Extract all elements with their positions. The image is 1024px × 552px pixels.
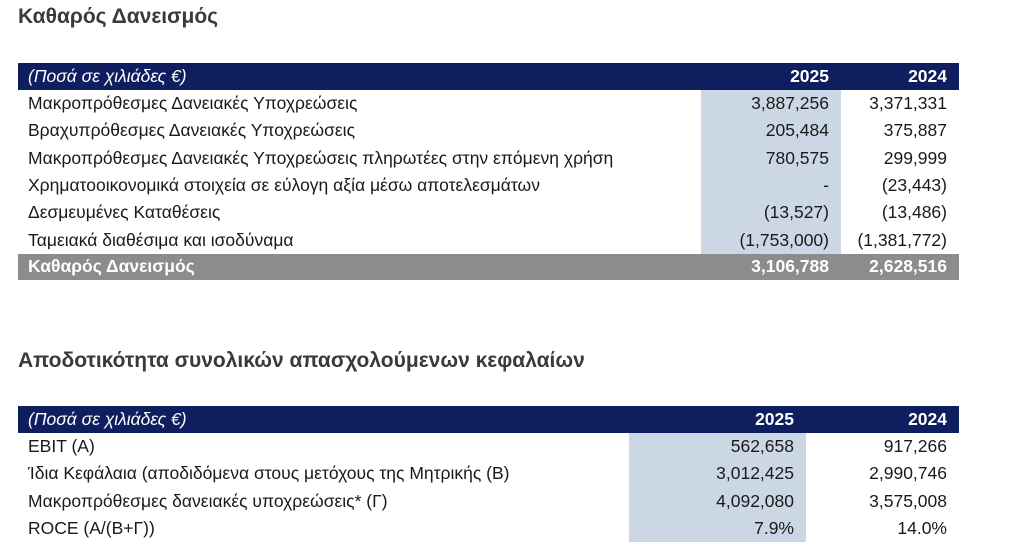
amounts-note: (Ποσά σε χιλιάδες €) (18, 63, 701, 90)
value-2025: 3,012,425 (629, 460, 806, 487)
roce-title: Αποδοτικότητα συνολικών απασχολούμενων κεφαλαίων (18, 349, 585, 372)
value-2024: 2,990,746 (869, 463, 947, 484)
year-2025-header: 2025 (629, 406, 806, 433)
total-2025: 3,106,788 (701, 254, 841, 280)
total-2024: 2,628,516 (841, 254, 959, 280)
table-row (18, 460, 959, 487)
row-label: Δεσμευμένες Καταθέσεις (28, 202, 221, 223)
row-label: Μακροπρόθεσμες Δανειακές Υποχρεώσεις (28, 93, 358, 114)
row-label: EBIT (A) (28, 436, 95, 457)
table-row (18, 172, 959, 199)
net-debt-total-row (18, 254, 959, 280)
value-2024: 3,371,331 (869, 93, 947, 114)
roce-table (18, 406, 959, 542)
table-row (18, 117, 959, 144)
value-2024: 3,575,008 (869, 490, 947, 511)
net-debt-header-row (18, 63, 959, 90)
value-2025: 562,658 (629, 433, 806, 460)
value-2024: (13,486) (881, 202, 947, 223)
value-2024: 375,887 (883, 120, 947, 141)
row-label: Βραχυπρόθεσμες Δανειακές Υποχρεώσεις (28, 120, 355, 141)
value-2025: 7.9% (629, 515, 806, 542)
net-debt-table (18, 63, 959, 280)
value-2025: 780,575 (701, 145, 841, 172)
net-debt-title: Καθαρός Δανεισμός (18, 5, 219, 28)
value-2024: 917,266 (883, 436, 947, 457)
row-label: Χρηματοοικονομικά στοιχεία σε εύλογη αξία μέσω αποτελεσμάτων (28, 175, 540, 196)
amounts-note: (Ποσά σε χιλιάδες €) (18, 406, 629, 433)
row-label: Μακροπρόθεσμες Δανειακές Υποχρεώσεις πληρωτέες στην επόμενη χρήση (28, 147, 614, 168)
table-row (18, 488, 959, 515)
row-label: Ταμειακά διαθέσιμα και ισοδύναμα (28, 229, 294, 250)
table-row (18, 433, 959, 460)
value-2024: (23,443) (881, 175, 947, 196)
row-label: ROCE (Α/(Β+Γ)) (28, 518, 155, 539)
table-row (18, 515, 959, 542)
table-row (18, 145, 959, 172)
row-label: Μακροπρόθεσμες δανειακές υποχρεώσεις* (Γ) (28, 490, 388, 511)
table-row (18, 226, 959, 253)
year-2024-header: 2024 (841, 63, 959, 90)
value-2024: 299,999 (883, 147, 947, 168)
table-row (18, 199, 959, 226)
table-row (18, 90, 959, 117)
roce-header-row (18, 406, 959, 433)
value-2024: (1,381,772) (857, 229, 947, 250)
value-2024: 14.0% (897, 518, 947, 539)
row-label: Ίδια Κεφάλαια (αποδιδόμενα στους μετόχους της Μητρικής (Β) (28, 463, 510, 484)
value-2025: 205,484 (701, 117, 841, 144)
value-2025: - (701, 172, 841, 199)
year-2025-header: 2025 (701, 63, 841, 90)
year-2024-header: 2024 (806, 406, 959, 433)
value-2025: (13,527) (701, 199, 841, 226)
value-2025: (1,753,000) (701, 226, 841, 253)
value-2025: 3,887,256 (701, 90, 841, 117)
value-2025: 4,092,080 (629, 488, 806, 515)
total-label: Καθαρός Δανεισμός (18, 254, 701, 280)
